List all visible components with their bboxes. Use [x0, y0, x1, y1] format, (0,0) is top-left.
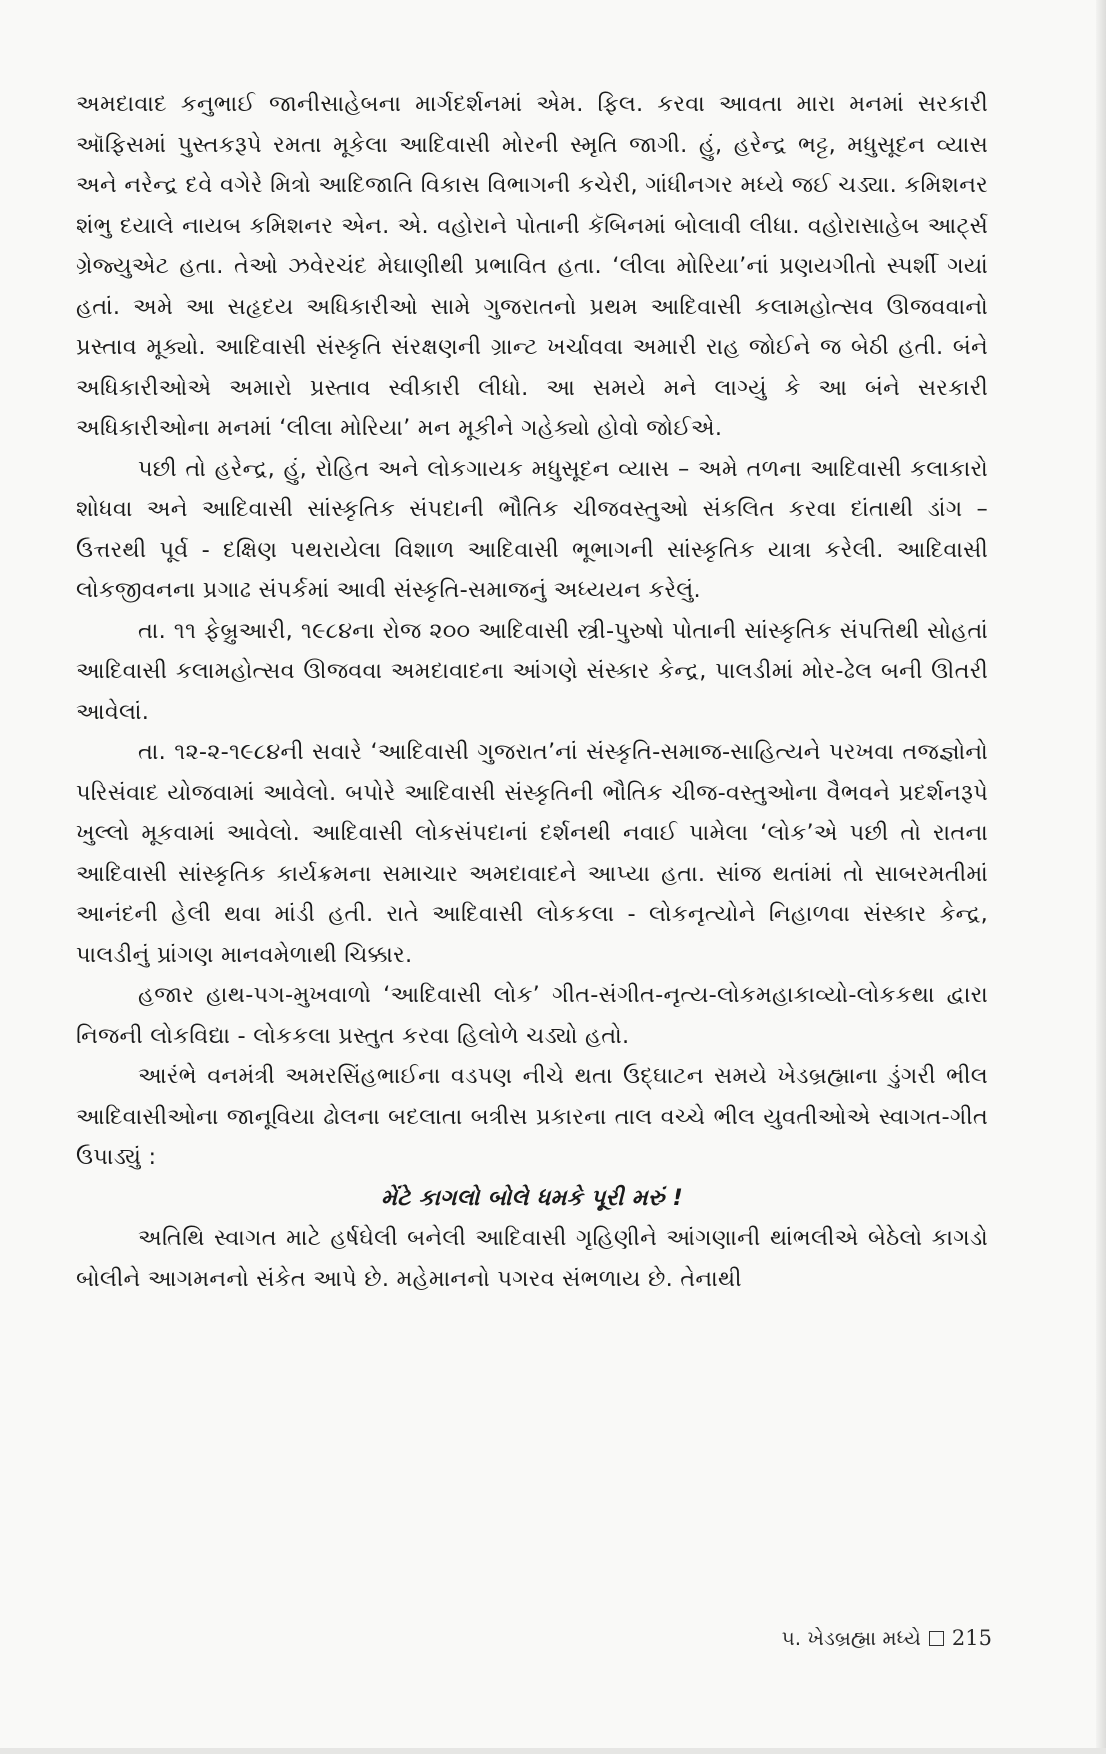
- body-text: [76, 84, 988, 1299]
- paragraph-journey: પછી તો હરેન્દ્ર, હું, રોહિત અને લોકગાયક મધુસૂદન વ્યાસ – અમે તળના આદિવાસી કલાકારો શોધવા અને આદિવાસી સાંસ્કૃતિક સંપદાની ભૌતિક ચીજવસ્તુઓ સંકલિત કરવા દાંતાથી ડાંગ – ઉત્તરથી પૂર્વ - દક્ષિણ પથરાયેલા વિશાળ આદિવાસી ભૂભાગની સાંસ્કૃતિક યાત્રા કરેલી. આદિવાસી લોકજીવનના પ્રગાઢ સંપર્કમાં આવી સંસ્કૃતિ-સમાજનું અધ્યયન કરેલું.: [76, 455, 988, 603]
- paragraph-seminar: તા. ૧૨-૨-૧૯૮૪ની સવારે ‘આદિવાસી ગુજરાત’નાં સંસ્કૃતિ-સમાજ-સાહિત્યને પરખવા તજજ્ઞોનો પરિસંવાદ યોજવામાં આવેલો. બપોરે આદિવાસી સંસ્કૃતિની ભૌતિક ચીજ-વસ્તુઓના વૈભવને પ્રદર્શનરૂપે ખુલ્લો મૂકવામાં આવેલો. આદિવાસી લોકસંપદાનાં દર્શનથી નવાઈ પામેલા ‘લોક’એ પછી તો રાતના આદિવાસી સાંસ્કૃતિક કાર્યક્રમના સમાચાર અમદાવાદને આપ્યા હતા. સાંજ થતાંમાં તો સાબરમતીમાં આનંદની હેલી થવા માંડી હતી. રાતે આદિવાસી લોકકલા - લોકનૃત્યોને નિહાળવા સંસ્કાર કેન્દ્ર, પાલડીનું પ્રાંગણ માનવમેળાથી ચિક્કાર.: [76, 739, 988, 968]
- welcome-song-verse: મેંટે કાગલો બોલે ધમકે પૂરી મરું !: [381, 1184, 683, 1211]
- page-footer: [782, 1626, 992, 1650]
- page-edge-shadow: [1096, 0, 1106, 1754]
- paragraph-folk-performance: હજાર હાથ-પગ-મુખવાળો ‘આદિવાસી લોક’ ગીત-સંગીત-નૃત્ય-લોકમહાકાવ્યો-લોકકથા દ્વારા નિજની લોકવિદ્યા - લોકકલા પ્રસ્તુત કરવા હિલોળે ચડ્યો હતો.: [76, 982, 988, 1049]
- chapter-title: ૫. ખેડબ્રહ્મા મધ્યે: [781, 1626, 921, 1650]
- square-separator-icon: [929, 1631, 944, 1646]
- paragraph-festival-arrival: તા. ૧૧ ફેબ્રુઆરી, ૧૯૮૪ના રોજ ૨૦૦ આદિવાસી સ્ત્રી-પુરુષો પોતાની સાંસ્કૃતિક સંપત્તિથી સોહતાં આદિવાસી કલામહોત્સવ ઊજવવા અમદાવાદના આંગણે સંસ્કાર કેન્દ્ર, પાલડીમાં મોર-ઢેલ બની ઊતરી આવેલાં.: [76, 617, 988, 725]
- page-bottom-edge: [0, 1748, 1106, 1754]
- paragraph-intro: અમદાવાદ કનુભાઈ જાનીસાહેબના માર્ગદર્શનમાં એમ. ફિલ. કરવા આવતા મારા મનમાં સરકારી ઑફિસમાં પુસ્તકરૂપે રમતા મૂકેલા આદિવાસી મોરની સ્મૃતિ જાગી. હું, હરેન્દ્ર ભટ્ટ, મધુસૂદન વ્યાસ અને નરેન્દ્ર દવે વગેરે મિત્રો આદિજાતિ વિકાસ વિભાગની કચેરી, ગાંધીનગર મધ્યે જઈ ચડ્યા. કમિશનર શંભુ દયાલે નાયબ કમિશનર એન. એ. વહોરાને પોતાની કૅબિનમાં બોલાવી લીધા. વહોરાસાહેબ આર્ટ્સ ગ્રેજ્યુએટ હતા. તેઓ ઝવેરચંદ મેઘાણીથી પ્રભાવિત હતા. ‘લીલા મોરિયા’નાં પ્રણયગીતો સ્પર્શી ગયાં હતાં. અમે આ સહૃદય અધિકારીઓ સામે ગુજરાતનો પ્રથમ આદિવાસી કલામહોત્સવ ઊજવવાનો પ્રસ્તાવ મૂક્યો. આદિવાસી સંસ્કૃતિ સંરક્ષણની ગ્રાન્ટ ખર્ચાવવા અમારી રાહ જોઈને જ બેઠી હતી. બંને અધિકારીઓએ અમારો પ્રસ્તાવ સ્વીકારી લીધો. આ સમયે મને લાગ્યું કે આ બંને સરકારી અધિકારીઓના મનમાં ‘લીલા મોરિયા’ મન મૂકીને ગહેક્યો હોવો જોઈએ.: [76, 91, 988, 441]
- paragraph-closing: અતિથિ સ્વાગત માટે હર્ષઘેલી બનેલી આદિવાસી ગૃહિણીને આંગણાની થાંભલીએ બેઠેલો કાગડો બોલીને આગમનનો સંકેત આપે છે. મહેમાનનો પગરવ સંભળાય છે. તેનાથી: [76, 1225, 988, 1292]
- paragraph-inauguration: આરંભે વનમંત્રી અમરસિંહભાઈના વડપણ નીચે થતા ઉદ્ઘાટન સમયે ખેડબ્રહ્માના ડુંગરી ભીલ આદિવાસીઓના જાનૂવિયા ઢોલના બદલાતા બત્રીસ પ્રકારના તાલ વચ્ચે ભીલ યુવતીઓએ સ્વાગત-ગીત ઉપાડ્યું :: [76, 1063, 988, 1170]
- page-number: 215: [951, 1626, 992, 1650]
